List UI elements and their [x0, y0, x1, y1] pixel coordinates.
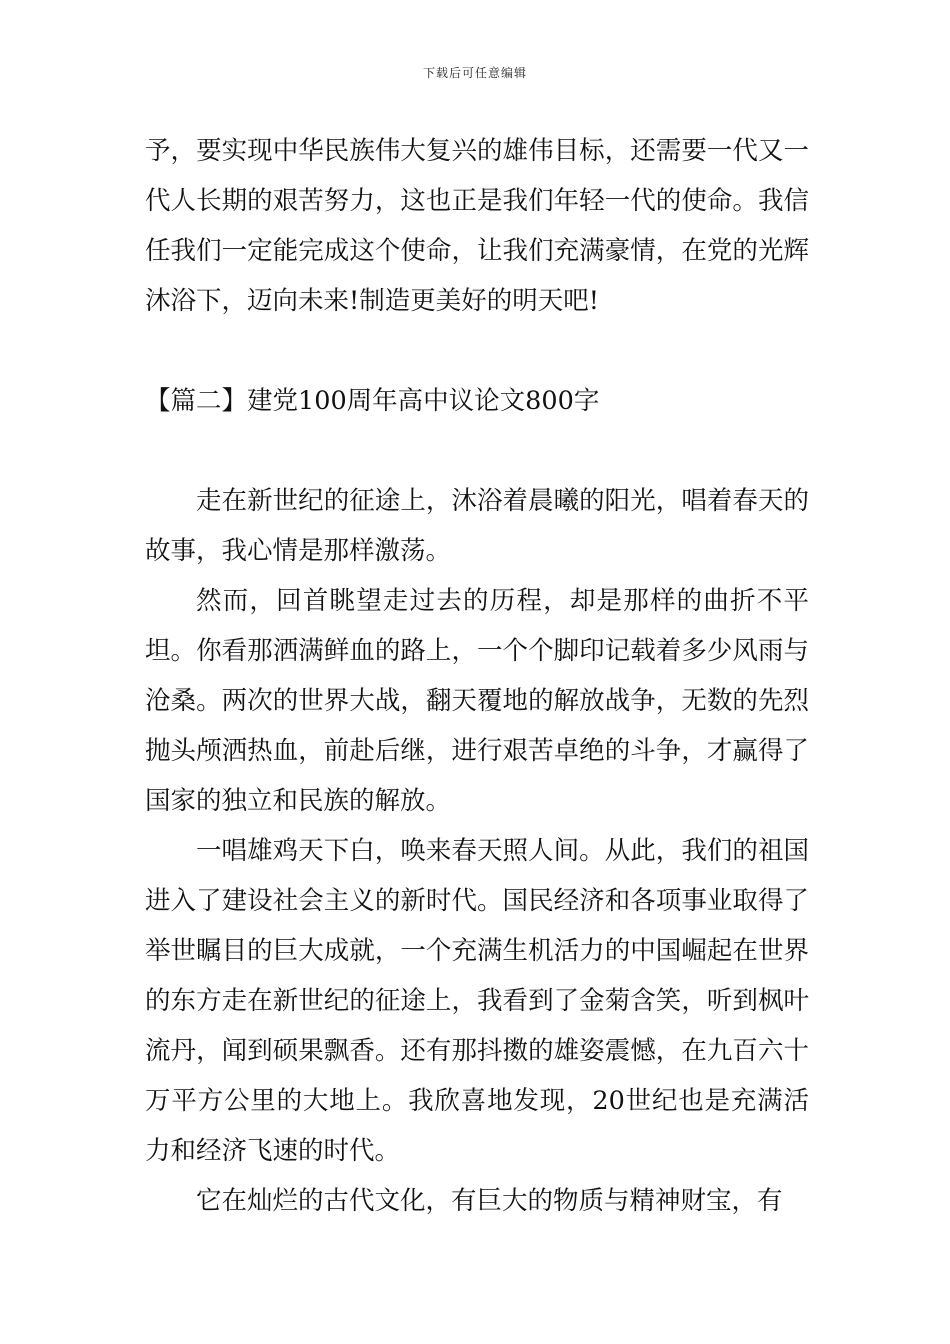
paragraph-4: 它在灿烂的古代文化，有巨大的物质与精神财宝，有 [196, 1186, 783, 1216]
section-heading: 【篇二】建党100周年高中议论文800字 [145, 386, 600, 416]
paragraph-3: 一唱雄鸡天下白，唤来春天照人间。从此，我们的祖国进入了建设社会主义的新时代。国民经济和各项事业取得了举世瞩目的巨大成就，一个充满生机活力的中国崛起在世界的东方走在新世纪的征途上，我看到了金菊含笑，听到枫叶流丹，闻到硕果飘香。还有那抖擞的雄姿震憾，在九百六十万平方公里的大地上。我欣喜地发现，20世纪也是充满活力和经济飞速的时代。 [145, 836, 809, 1166]
document-body [145, 126, 809, 1226]
page-header: 下载后可任意编辑 [422, 66, 527, 80]
paragraph-continuation: 予，要实现中华民族伟大复兴的雄伟目标，还需要一代又一代人长期的艰苦努力，这也正是我们年轻一代的使命。我信任我们一定能完成这个使命，让我们充满豪情，在党的光辉沐浴下，迈向未来!制造更美好的明天吧! [145, 136, 809, 316]
paragraph-1: 走在新世纪的征途上，沐浴着晨曦的阳光，唱着春天的故事，我心情是那样激荡。 [145, 486, 809, 566]
paragraph-2: 然而，回首眺望走过去的历程，却是那样的曲折不平坦。你看那洒满鲜血的路上，一个个脚印记载着多少风雨与沧桑。两次的世界大战，翻天覆地的解放战争，无数的先烈抛头颅洒热血，前赴后继，进行艰苦卓绝的斗争，才赢得了国家的独立和民族的解放。 [145, 586, 809, 816]
